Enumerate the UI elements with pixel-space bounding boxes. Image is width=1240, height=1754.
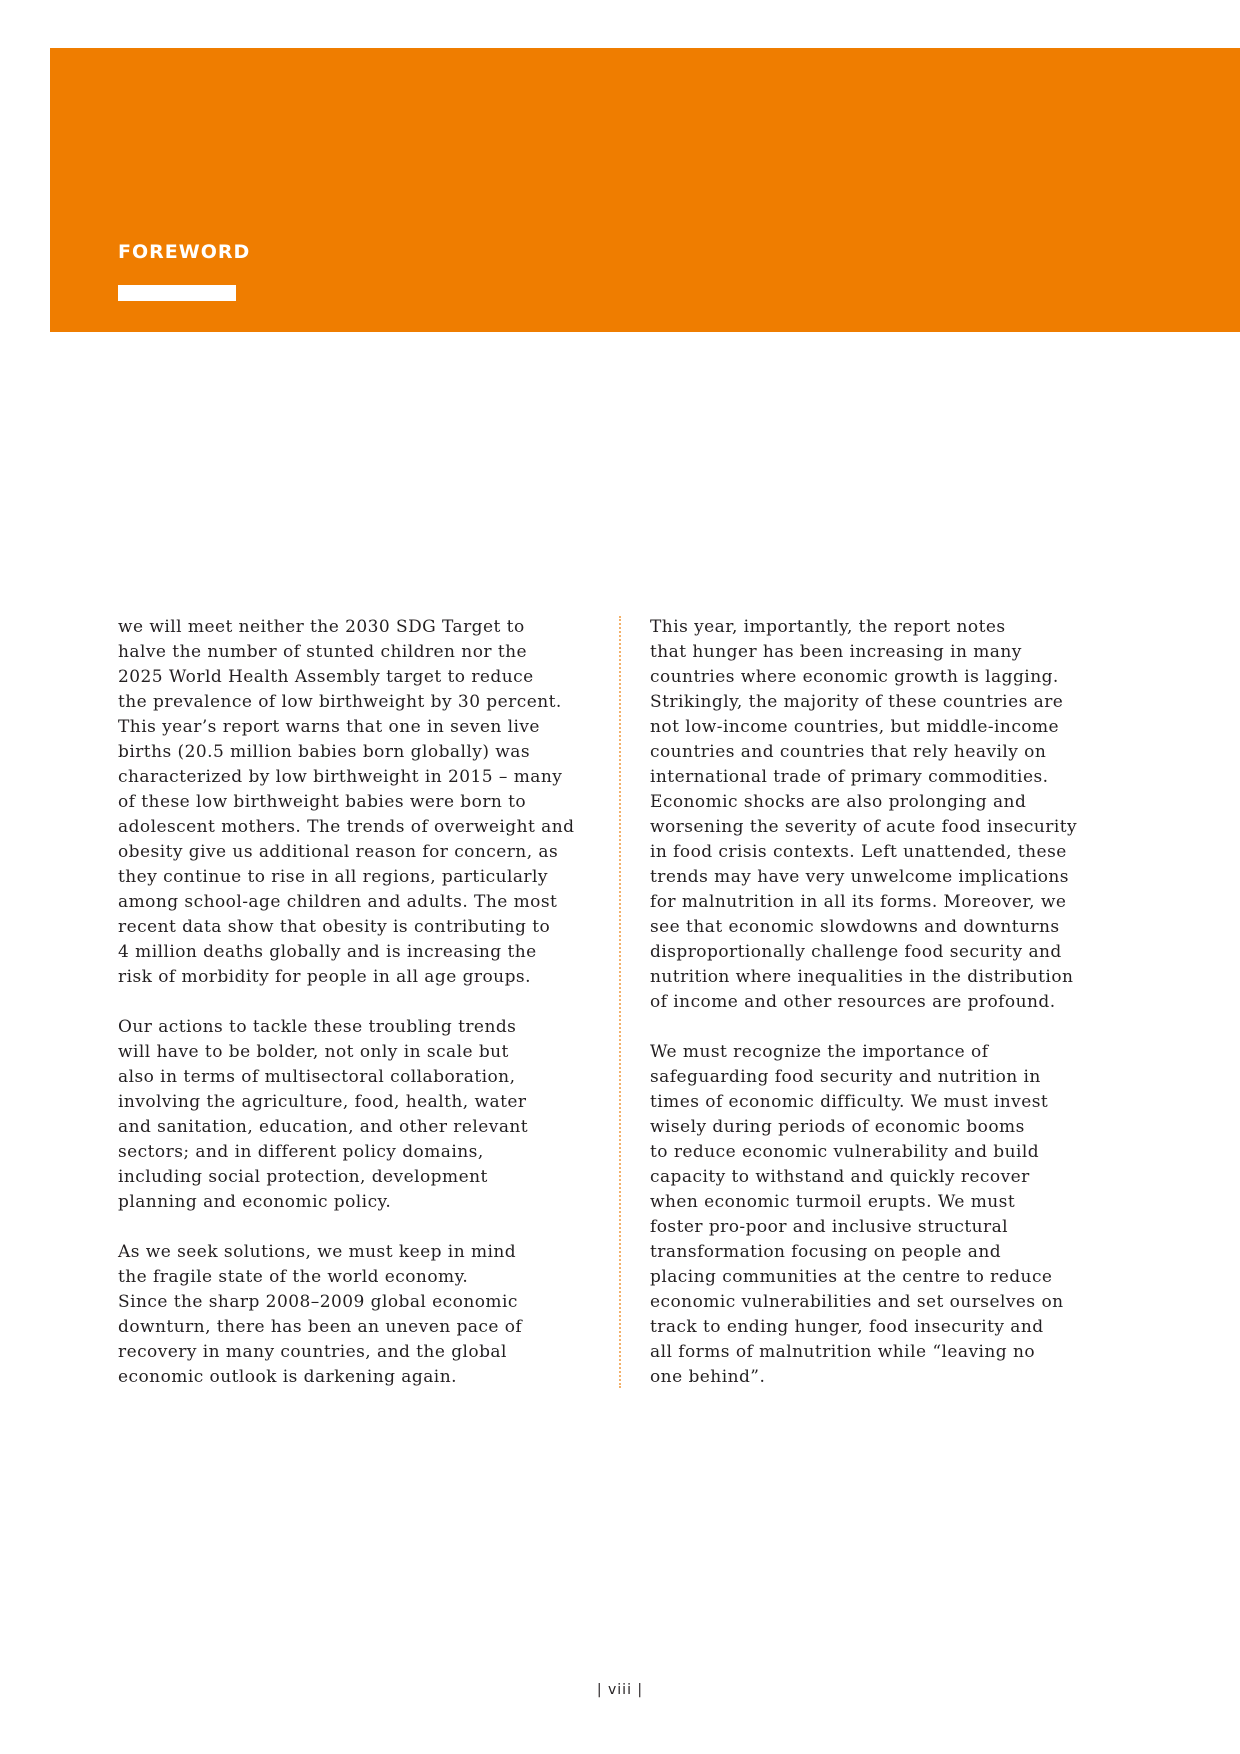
text-line: 2025 World Health Assembly target to reduce: [118, 667, 534, 687]
text-line: Our actions to tackle these troubling trends: [118, 1017, 517, 1037]
text-line: disproportionally challenge food security and: [650, 942, 1062, 962]
body-paragraph: [118, 1015, 602, 1215]
text-line: all forms of malnutrition while “leaving no: [650, 1342, 1036, 1362]
title-underline-bar: [118, 285, 236, 301]
text-line: we will meet neither the 2030 SDG Target to: [118, 617, 525, 637]
text-line: worsening the severity of acute food insecurity: [650, 817, 1078, 837]
text-line: safeguarding food security and nutrition in: [650, 1067, 1041, 1087]
text-line: in food crisis contexts. Left unattended, these: [650, 842, 1067, 862]
text-line: foster pro-poor and inclusive structural: [650, 1217, 1009, 1237]
right-text-column: [650, 615, 1134, 1415]
text-line: sectors; and in different policy domains,: [118, 1142, 484, 1162]
text-line: international trade of primary commodities.: [650, 767, 1049, 787]
text-line: As we seek solutions, we must keep in mind: [118, 1242, 517, 1262]
text-line: births (20.5 million babies born globally) was: [118, 742, 531, 762]
body-paragraph: [650, 1040, 1134, 1390]
text-line: obesity give us additional reason for concern, as: [118, 842, 559, 862]
header-banner: [50, 48, 1240, 332]
text-line: including social protection, development: [118, 1167, 488, 1187]
text-line: also in terms of multisectoral collaboration,: [118, 1067, 516, 1087]
body-paragraph: [650, 615, 1134, 1015]
text-line: Economic shocks are also prolonging and: [650, 792, 1027, 812]
text-line: economic vulnerabilities and set ourselves on: [650, 1292, 1064, 1312]
text-line: and sanitation, education, and other relevant: [118, 1117, 529, 1137]
text-line: that hunger has been increasing in many: [650, 642, 1022, 662]
text-line: Since the sharp 2008–2009 global economic: [118, 1292, 518, 1312]
section-title: FOREWORD: [118, 241, 251, 263]
text-line: adolescent mothers. The trends of overweight and: [118, 817, 575, 837]
text-line: economic outlook is darkening again.: [118, 1367, 457, 1387]
text-line: countries and countries that rely heavily on: [650, 742, 1047, 762]
text-line: for malnutrition in all its forms. Moreover, we: [650, 892, 1067, 912]
text-line: We must recognize the importance of: [650, 1042, 989, 1062]
text-line: one behind”.: [650, 1367, 766, 1387]
text-line: when economic turmoil erupts. We must: [650, 1192, 1016, 1212]
text-line: capacity to withstand and quickly recover: [650, 1167, 1030, 1187]
page-number: | viii |: [596, 1682, 644, 1698]
text-line: will have to be bolder, not only in scale but: [118, 1042, 509, 1062]
text-line: halve the number of stunted children nor the: [118, 642, 528, 662]
text-line: 4 million deaths globally and is increasing the: [118, 942, 537, 962]
text-line: track to ending hunger, food insecurity and: [650, 1317, 1044, 1337]
text-line: planning and economic policy.: [118, 1192, 392, 1212]
text-line: characterized by low birthweight in 2015 – many: [118, 767, 563, 787]
text-line: transformation focusing on people and: [650, 1242, 1002, 1262]
text-line: the fragile state of the world economy.: [118, 1267, 469, 1287]
text-line: Strikingly, the majority of these countries are: [650, 692, 1064, 712]
body-paragraph: [118, 615, 602, 990]
text-line: recent data show that obesity is contributing to: [118, 917, 551, 937]
text-line: This year, importantly, the report notes: [650, 617, 1006, 637]
text-line: This year’s report warns that one in seven live: [118, 717, 540, 737]
text-line: among school-age children and adults. The most: [118, 892, 558, 912]
text-line: not low-income countries, but middle-income: [650, 717, 1060, 737]
text-line: of income and other resources are profound.: [650, 992, 1056, 1012]
column-divider: [619, 616, 621, 1388]
text-line: involving the agriculture, food, health, water: [118, 1092, 527, 1112]
text-line: trends may have very unwelcome implications: [650, 867, 1069, 887]
text-line: recovery in many countries, and the global: [118, 1342, 507, 1362]
text-line: the prevalence of low birthweight by 30 percent.: [118, 692, 562, 712]
text-line: of these low birthweight babies were born to: [118, 792, 527, 812]
text-line: wisely during periods of economic booms: [650, 1117, 1025, 1137]
text-line: placing communities at the centre to reduce: [650, 1267, 1053, 1287]
text-line: times of economic difficulty. We must invest: [650, 1092, 1049, 1112]
text-line: nutrition where inequalities in the distribution: [650, 967, 1074, 987]
text-line: downturn, there has been an uneven pace of: [118, 1317, 523, 1337]
text-line: countries where economic growth is lagging.: [650, 667, 1059, 687]
left-text-column: [118, 615, 602, 1415]
text-line: to reduce economic vulnerability and build: [650, 1142, 1040, 1162]
text-line: risk of morbidity for people in all age groups.: [118, 967, 531, 987]
body-paragraph: [118, 1240, 602, 1390]
text-line: see that economic slowdowns and downturns: [650, 917, 1060, 937]
text-line: they continue to rise in all regions, particularly: [118, 867, 548, 887]
